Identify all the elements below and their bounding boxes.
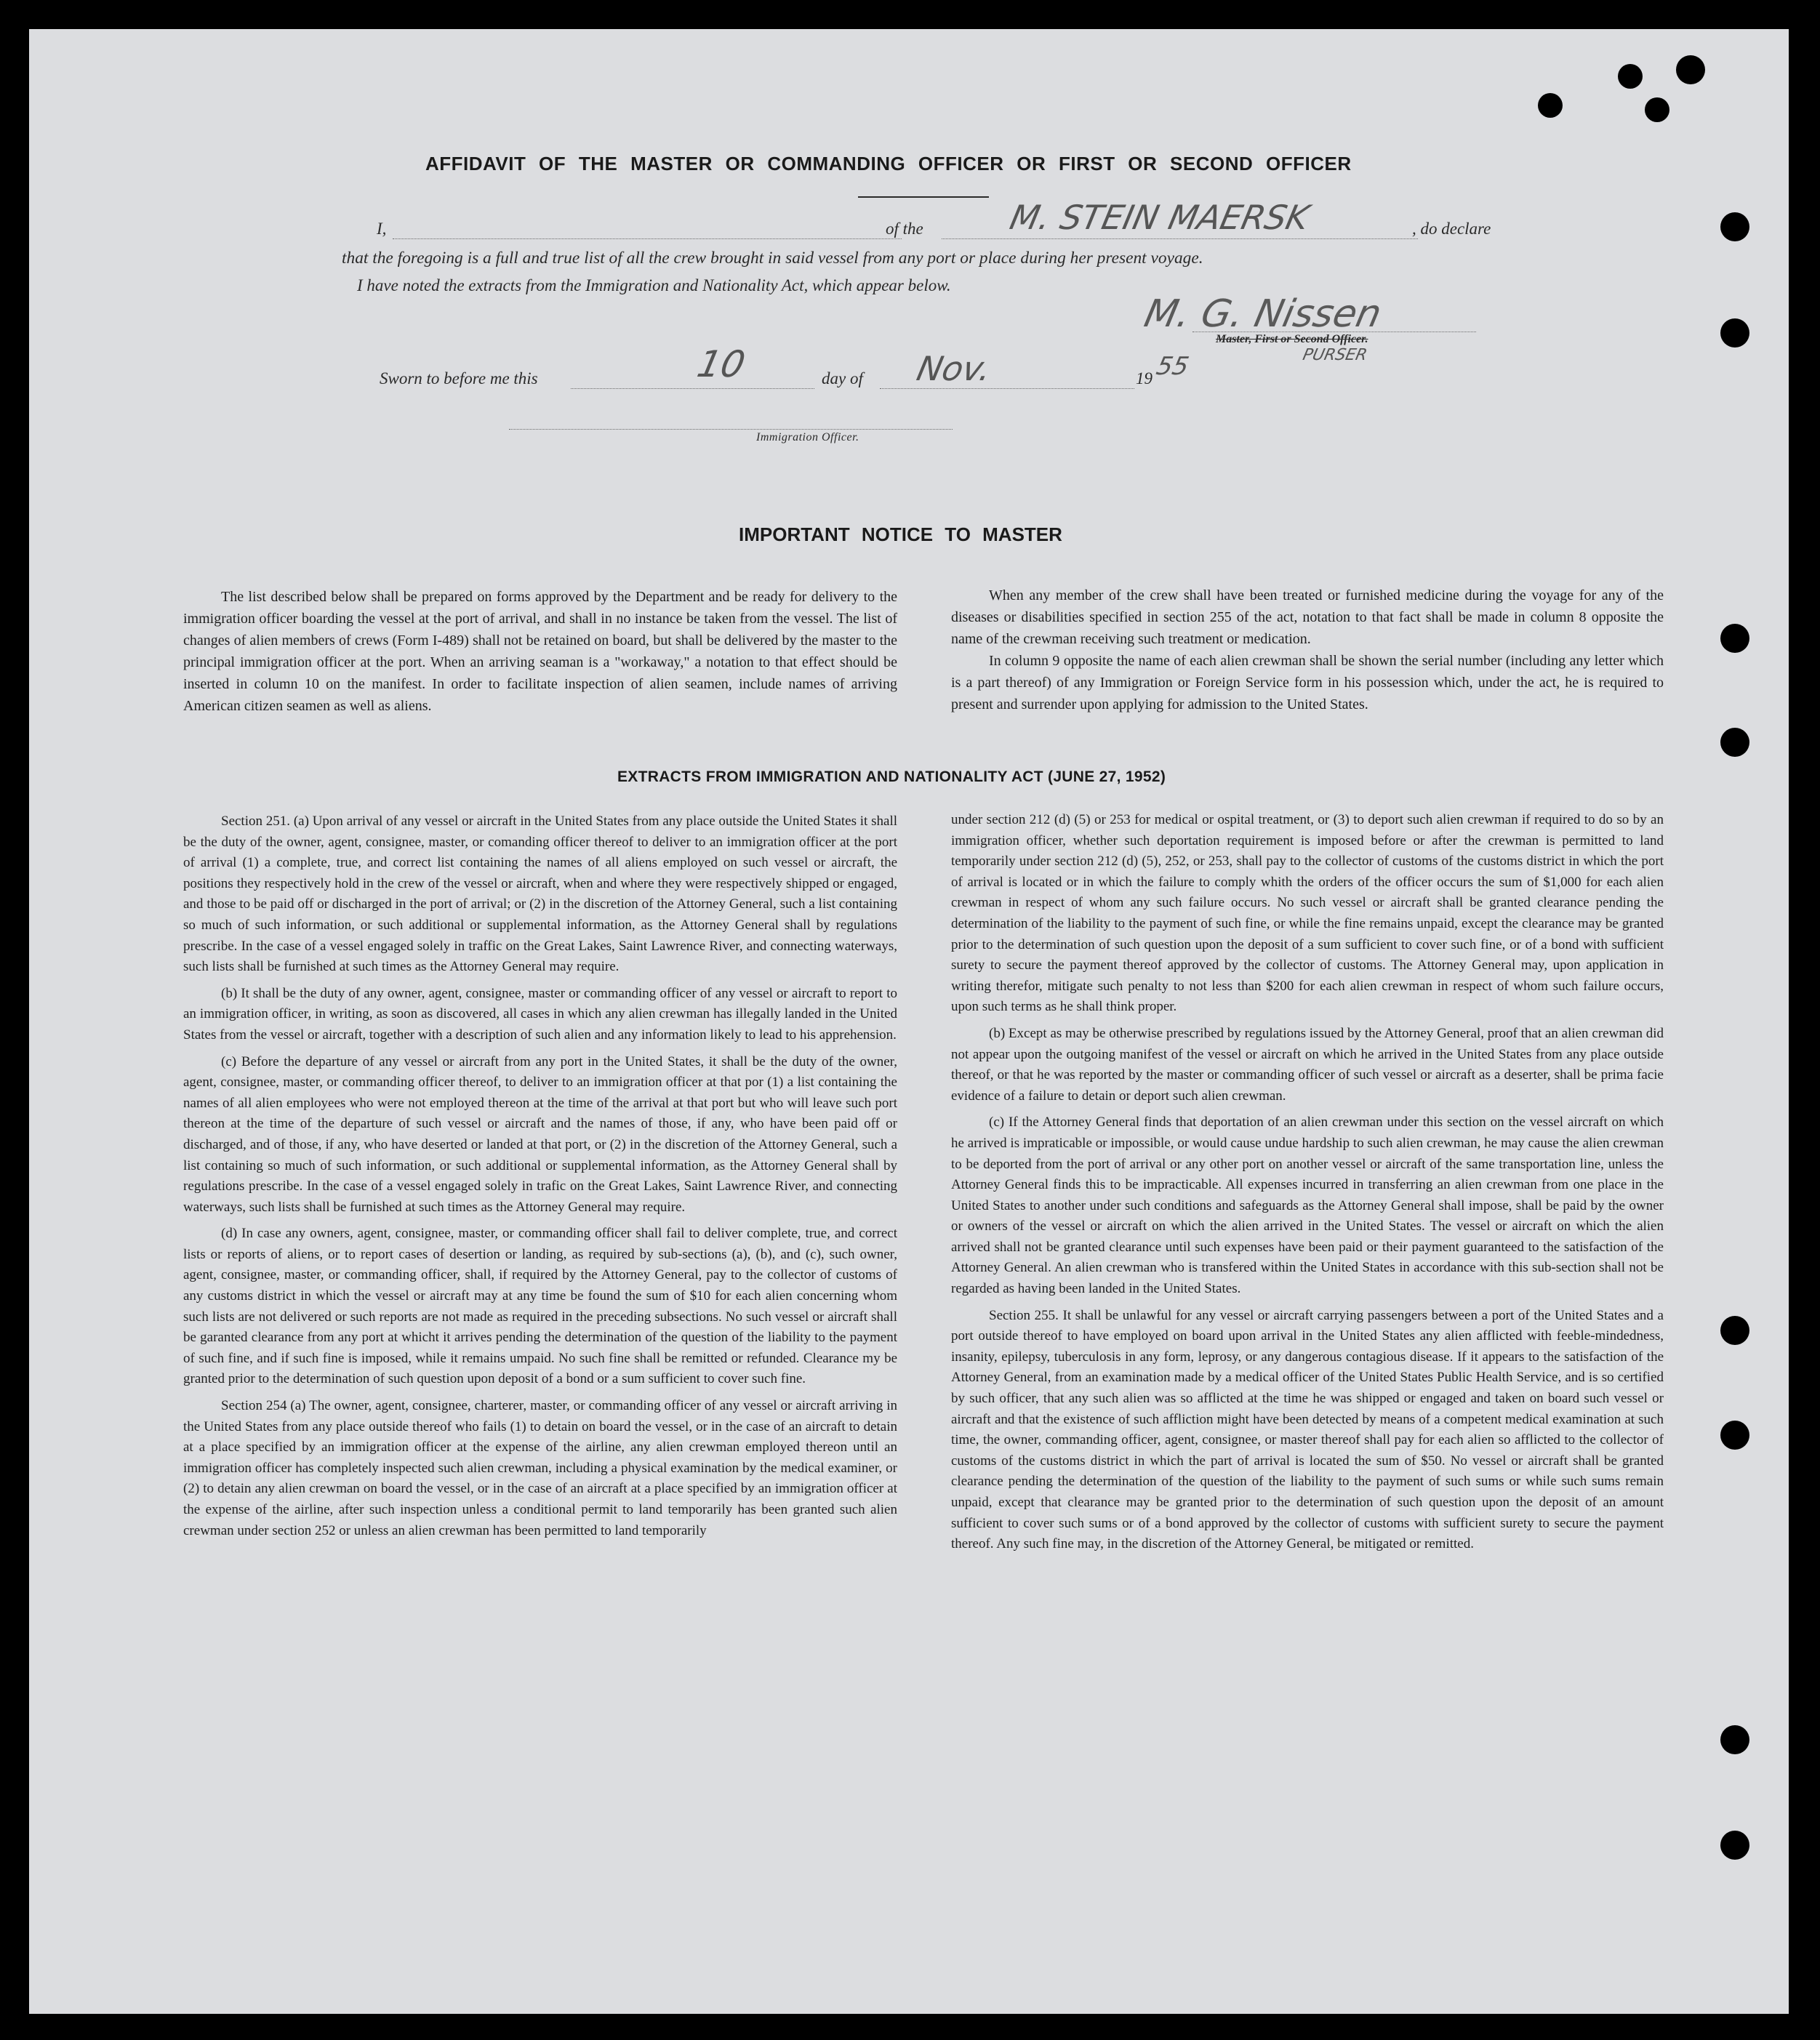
notice-paragraph: In column 9 opposite the name of each alien crewman shall be shown the serial number (including any letter which is a part thereof) of any Immigration or Foreign Service form in his possession which, under the act, he is required to present and surrender upon applying for admission to the United States. — [951, 653, 1664, 712]
affidavit-title: AFFIDAVIT OF THE MASTER OR COMMANDING OFFICER OR FIRST OR SECOND OFFICER — [425, 153, 1352, 174]
sworn-label: Sworn to before me this — [380, 369, 538, 387]
notice-title: IMPORTANT NOTICE TO MASTER — [739, 523, 1062, 545]
sworn-month-handwritten: Nov. — [913, 349, 995, 388]
purser-handwritten: PURSER — [1301, 346, 1369, 364]
affidavit-statement: that the foregoing is a full and true list of all the crew brought in said vessel from any port or place during her present voyage. — [342, 249, 1203, 268]
punch-hole — [1720, 1831, 1749, 1860]
vessel-name-handwritten: M. STEIN MAERSK — [1006, 198, 1313, 237]
extracts-title: EXTRACTS FROM IMMIGRATION AND NATIONALITY ACT (JUNE 27, 1952) — [617, 768, 1166, 785]
act-section-paragraph: (c) If the Attorney General finds that deportation of an alien crewman under this section on the vessel aircraft on which he arrived is impraticable or impossible, or would cause undue hardship to such alien crewman, he may cause the alien crewman to be deported from the port of arrival or any other port on another vessel or aircraft of the same transportation line, unless the Attorney General finds this to be impracticable. All expenses incurred in transferring an alien crewman from one place in the United States to another under such conditions and safeguards as the Attorney General shall impose, shall be paid by the owner or owners of the vessel or aircraft on which the alien arrived in the United States. The vessel or aircraft on which the alien arrived shall not be granted clearance until such expenses have been paid or their payment guaranteed to the satisfaction of the Attorney General. An alien crewman who is transfered within the United States in accordance with this sub-section shall not be regarded as having been landed in the United States. — [951, 1115, 1664, 1297]
sworn-day-line — [571, 388, 814, 389]
punch-hole — [1720, 1421, 1749, 1450]
do-declare-label: , do declare — [1412, 220, 1491, 238]
act-section-paragraph: (d) In case any owners, agent, consignee, master, or commanding officer shall fail to deliver complete, true, and correct lists or reports of aliens, or to report cases of desertion or landing, as required by sub-sections (a), (b), and (c), such owner, agent, consignee, master, or commanding officer, shall, if required by the Attorney General, pay to the collector of customs of any customs district in which the vessel or aircraft may at any time be found the sum of $10 for each alien concerning whom such lists are not delivered or such reports are not made as required in the preceding subsections. No such vessel or aircraft shall be garanted clearance from any port at whicht it arrives pending the determination of the question of the liability to the payment of such fine, and if such fine is imposed, while it remains umpaid. No such fine shall be remitted or refunded. Clearance my be granted prior to the determination of such question upon deposit of a bond or a sum sufficient to cover such fine. — [183, 1226, 897, 1387]
punch-hole — [1645, 97, 1669, 122]
act-section-paragraph: (b) Except as may be otherwise prescribed by regulations issued by the Attorney General, proof that an alien crewman did not appear upon the outgoing manifest of the vessel or aircraft on which he arrived in the United States from any place outside thereof, or that he was reported by the master or commanding officer of such vessel or aircraft as a deserter, shall be prima facie evidence of a failure to detain or deport such alien crewman. — [951, 1025, 1664, 1104]
punch-hole — [1720, 1725, 1749, 1754]
sworn-month-line — [880, 388, 1134, 389]
extracts-right-column — [951, 810, 1664, 1555]
title-underline — [858, 196, 989, 198]
punch-hole — [1618, 64, 1643, 89]
act-section-paragraph: under section 212 (d) (5) or 253 for medical or ospital treatment, or (3) to deport such alien crewman if required to do so by an immigration officer, whether such deportation requirement is imposed before or after the crewman is permitted to land temporarily under section 212 (d) (5), 252, or 253, shall pay to the collector of customs of the customs district in which the port of arrival is located or in which the failure to comply whith the orders of the officer occurs the sum of $1,000 for each alien crewman in respect of whom any such failure occurs. No such vessel or aircraft shall be granted clearance pending the determination of the liability to the payment of such fine, or while the fine remains unpaid, except the clearance may be granted prior to the determination of such question upon the deposit of a sum sufficient to cover such fine, or of a bond with sufficient surety to secure the payment thereof approved by the collector of customs. The Attorney General may, upon application in writing therefor, mitigate such penalty to not less than $200 for each alien crewman in respect of whom such failure occurs, upon such terms as he shall think proper. — [951, 812, 1664, 1015]
officer-signature-line — [509, 429, 953, 430]
document-page — [29, 29, 1789, 2014]
punch-hole — [1720, 1316, 1749, 1345]
act-section-paragraph: (b) It shall be the duty of any owner, agent, consignee, master or commanding officer of any vessel or aircraft to report to an immigration officer, in writing, as soon as discovered, all cases in which any alien crewman has illegally landed in the United States from the vessel or aircraft, together with a description of such alien and any information likely to lead to his apprehension. — [183, 985, 897, 1043]
signature-caption: Master, First or Second Officer. — [1216, 333, 1368, 345]
act-section-paragraph: Section 254 (a) The owner, agent, consignee, charterer, master, or commanding officer of any vessel or aircraft arriving in the United States from any place outside thereof who fails (1) to detain on board the vessel, or in the case of an aircraft to detain at a place specified by an immigration officer at the expense of the airline, any alien crewman employed thereon until an immigration officer has completely inspected such alien crewman, including a physical examination by the medical examiner, or (2) to detain any alien crewman on board the vessel, or in the case of an aircraft at a place specified by an immigration officer at the expense of the airline, after such inspection unless a conditional permit to land temporarily has been granted such alien crewman under section 252 or unless an alien crewman has been permitted to land temporarily — [183, 1398, 897, 1538]
day-of-label: day of — [822, 369, 863, 387]
punch-hole — [1720, 728, 1749, 757]
notice-right-column — [951, 585, 1664, 715]
punch-hole — [1538, 93, 1563, 118]
punch-hole — [1720, 624, 1749, 653]
act-section-paragraph: (c) Before the departure of any vessel or aircraft from any port in the United States, it shall be the duty of the owner, agent, consignee, master, or commanding officer thereof, to deliver to an immigration officer at that por (1) a list containing the names of all alien employees who were not employed thereon at the time of the arrival at that port but who will leave such port thereon at the time of the departure of such vessel or aircraft and the names of those, if any, who have been paid off or discharged, and of those, if any, who have deserted or landed at that port, or (2) in the discretion of the Attorney General, such a list containing so much of such information, or such additional or supplemental information, as the Attorney General shall by regulations prescribe. In the case of a vessel engaged solely in trafic on the Great Lakes, Saint Lawrence River, and connecting waterways, such lists shall be furnished at such times as the Attorney General may require. — [183, 1053, 897, 1215]
of-the-label: of the — [886, 220, 923, 238]
year-prefix: 19 — [1136, 369, 1152, 387]
act-section-paragraph: Section 255. It shall be unlawful for any vessel or aircraft carrying passengers between a port of the United States and a port outside thereof to have employed on board upon arrival in the United States any alien afflicted with feeble-mindedness, insanity, epilepsy, tuberculosis in any form, leprosy, or any dangerous contagious disease. If it appears to the satisfaction of the Attorney General, from an examination made by a medical officer of the United States Public Health Service, and is so certified by such officer, that any such alien was so afflicted at the time he was shipped or engaged and taken on board such vessel or aircraft and that the existence of such affliction might have been detected by means of a competent medical examination at such time, the owner, commanding officer, agent, consignee, or master thereof shall pay for each alien so afflicted to the collector of customs of the customs district in which the part of arrival is located the sum of $50. No vessel or aircraft shall be granted clearance pending the determination of the question of the liability to the payment of such sums or while such sums remain unpaid, except that clearance may be granted prior to the determination of such question upon the deposit of an amount sufficient to cover such sums or of a bond approved by the collector of customs with sufficient surety to secure the payment thereof. Any such fine may, in the discretion of the Attorney General, be mitigated or remitted. — [951, 1307, 1664, 1552]
vessel-name-line — [942, 238, 1418, 239]
affidavit-extracts-note: I have noted the extracts from the Immigration and Nationality Act, which appear below. — [357, 276, 951, 294]
sworn-day-handwritten: 10 — [693, 343, 749, 385]
signature-handwritten: M. G. Nissen — [1140, 292, 1386, 336]
notice-left-column — [183, 586, 897, 717]
year-handwritten: 55 — [1153, 352, 1192, 381]
punch-hole — [1720, 318, 1749, 348]
act-section-paragraph: Section 251. (a) Upon arrival of any vessel or aircraft in the United States from any place outside the United States it shall be the duty of the owner, agent, consignee, master, or comanding officer thereof to deliver to an immigration officer at the port of arrival (1) a complete, true, and correct list containing the names of all aliens employed on such vessel or aircraft, the positions they respectively hold in the crew of the vessel or aircraft, when and where they were respectively shipped or engaged, and those to be paid off or discharged in the port of arrival; or (2) in the discretion of the Attorney General, such a list containing so much of such information, or such additional or supplemental information, as the Attorney General shall by regulations prescribe. In the case of a vessel engaged solely in traffic on the Great Lakes, Saint Lawrence River, and connecting waterways, such lists shall be furnished at such times as the Attorney General may require. — [183, 814, 897, 975]
notice-paragraph: When any member of the crew shall have been treated or furnished medicine during the voyage for any of the diseases or disabilities specified in section 255 of the act, notation to that fact shall be made in column 8 opposite the name of the crewman receiving such treatment or medication. — [951, 587, 1664, 647]
punch-hole — [1676, 55, 1705, 84]
declarant-prefix: I, — [377, 220, 387, 238]
punch-hole — [1720, 212, 1749, 241]
officer-caption: Immigration Officer. — [756, 431, 859, 443]
extracts-left-column — [183, 811, 897, 1541]
declarant-name-line — [393, 238, 902, 239]
notice-paragraph: The list described below shall be prepared on forms approved by the Department and be ready for delivery to the immigration officer boarding the vessel at the port of arrival, and shall in no instance be taken from the vessel. The list of changes of alien members of crews (Form I-489) shall not be retained on board, but shall be delivered by the master to the principal immigration officer at the port. When an arriving seaman is a "workaway," a notation to that effect should be inserted in column 10 on the manifest. In order to facilitate inspection of alien seamen, include names of arriving American citizen seamen as well as aliens. — [183, 589, 897, 714]
